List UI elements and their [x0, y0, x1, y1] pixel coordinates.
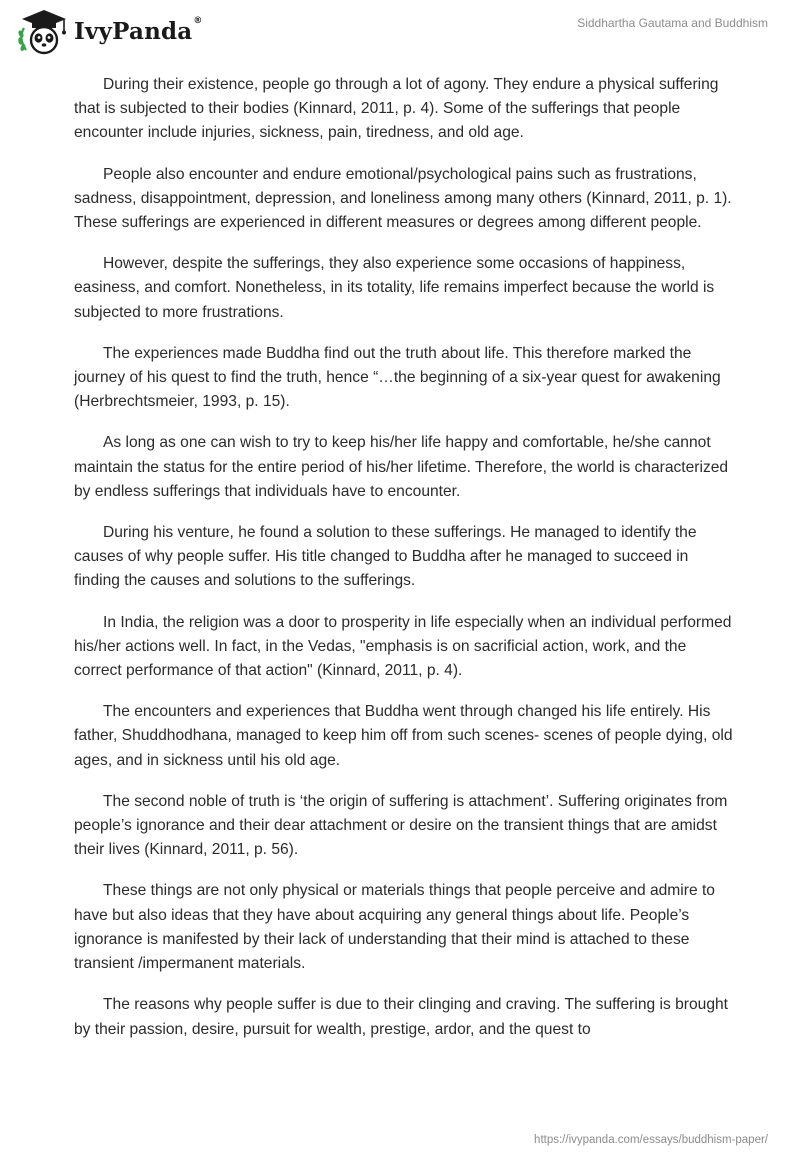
paragraph: In India, the religion was a door to prosperity in life especially when an individual performed his/her actions well. In fact, in the Vedas, "emphasis is on sacrificial action, work, and the correct performance of that action" (Kinnard, 2011, p. 4).: [74, 613, 732, 680]
paragraph: The reasons why people suffer is due to their clinging and craving. The suffering is brought by their passion, desire, pursuit for wealth, prestige, ardor, and the quest to: [74, 996, 728, 1038]
paragraph: However, despite the sufferings, they also experience some occasions of happiness, easiness, and comfort. Nonetheless, in its totality, life remains imperfect because the world is subjected to more frustrations.: [74, 255, 715, 321]
panda-graduate-icon: [14, 6, 68, 56]
document-title: Siddhartha Gautama and Buddhism: [577, 16, 768, 30]
paragraph: The second noble of truth is ‘the origin of suffering is attachment’. Suffering originates from people’s ignorance and their dear attachment or desire on the transient things that are amidst their lives (Kinnard, 2011, p. 56).: [74, 792, 728, 859]
essay-body: [74, 73, 734, 1059]
brand-name: IvyPanda®: [74, 15, 203, 45]
source-url-link[interactable]: https://ivypanda.com/essays/buddhism-paper/: [534, 1134, 768, 1146]
paragraph: These things are not only physical or materials things that people perceive and admire to have but also ideas that they have about acquiring any general things about life. People’s ignorance is manifested by their lack of understanding that their mind is attached to these transient /impermanent materials.: [74, 882, 715, 973]
brand-logo[interactable]: [14, 6, 203, 56]
paragraph: During their existence, people go through a lot of agony. They endure a physical suffering that is subjected to their bodies (Kinnard, 2011, p. 4). Some of the sufferings that people encounter include injuries, sickness, pain, tiredness, and old age.: [74, 76, 719, 142]
page-header: [0, 0, 800, 70]
paragraph: As long as one can wish to try to keep his/her life happy and comfortable, he/she cannot maintain the status for the entire period of his/her lifetime. Therefore, the world is characterized by endless sufferings that individuals have to encounter.: [74, 434, 729, 500]
registered-mark: ®: [193, 15, 203, 26]
paragraph: The encounters and experiences that Buddha went through changed his life entirely. His father, Shuddhodhana, managed to keep him off from such scenes- scenes of people dying, old ages, and in sickness until his old age.: [74, 703, 733, 769]
paragraph: People also encounter and endure emotional/psychological pains such as frustrations, sadness, disappointment, depression, and loneliness among many others (Kinnard, 2011, p. 1). These sufferings are experienced in different measures or degrees among different people.: [74, 165, 732, 232]
paragraph: During his venture, he found a solution to these sufferings. He managed to identify the causes of why people suffer. His title changed to Buddha after he managed to succeed in finding the causes and solutions to the sufferings.: [74, 524, 697, 590]
paragraph: The experiences made Buddha find out the truth about life. This therefore marked the journey of his quest to find the truth, hence “…the beginning of a six-year quest for awakening (Herbrechtsmeier, 1993, p. 15).: [74, 344, 721, 411]
